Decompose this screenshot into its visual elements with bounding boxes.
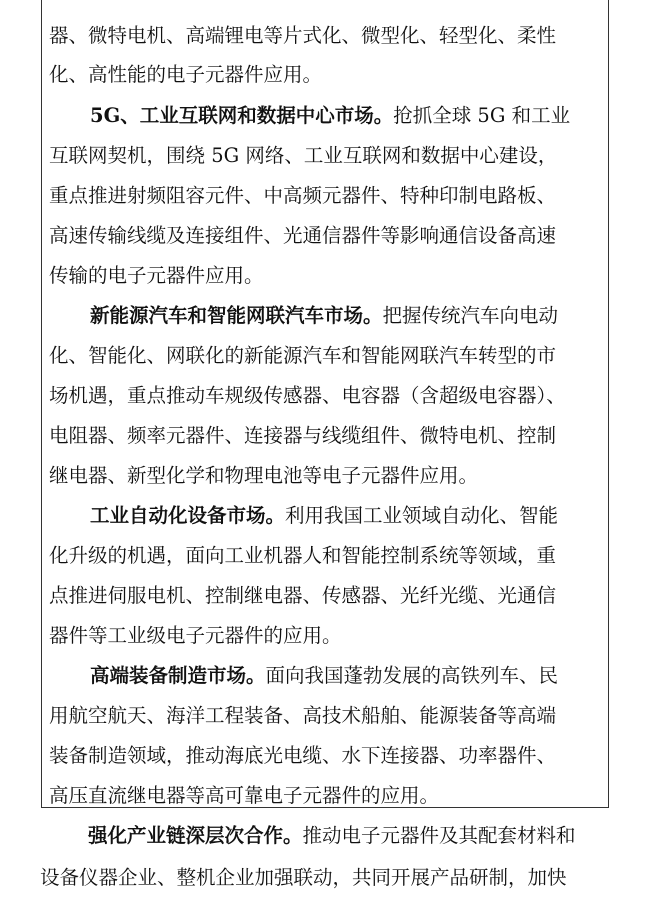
text-run: 把握传统汽车向电动 <box>382 304 559 327</box>
text-run: 化升级的机遇，面向工业机器人和智能控制系统等领域，重 <box>49 544 557 567</box>
text-run: 用航空航天、海洋工程装备、高技术船舶、能源装备等高端 <box>49 704 557 727</box>
text-run: 设备仪器企业、整机企业加强联动，共同开展产品研制，加快 <box>40 866 567 889</box>
section-heading: 5G、工业互联网和数据中心市场。 <box>90 104 394 127</box>
text-run: 高压直流继电器等高可靠电子元器件的应用。 <box>49 784 440 807</box>
text-line <box>0 55 650 95</box>
text-run: 继电器、新型化学和物理电池等电子元器件应用。 <box>49 464 479 487</box>
section-heading-line <box>0 96 650 136</box>
text-run: 化、高性能的电子元器件应用。 <box>49 63 323 86</box>
text-line <box>0 216 650 256</box>
text-line <box>0 16 650 56</box>
text-run: 抢抓全球 5G 和工业 <box>393 104 571 127</box>
section-heading-line <box>0 496 650 536</box>
text-line <box>0 256 650 296</box>
text-run: 传输的电子元器件应用。 <box>49 264 264 287</box>
text-line <box>0 176 650 216</box>
section-heading-line <box>0 656 650 696</box>
section-heading: 新能源汽车和智能网联汽车市场。 <box>90 304 383 327</box>
text-line <box>0 336 650 376</box>
text-line <box>0 536 650 576</box>
text-line <box>0 376 650 416</box>
text-line <box>0 696 650 736</box>
text-run: 场机遇，重点推动车规级传感器、电容器（含超级电容器）、 <box>49 384 566 407</box>
text-line <box>0 416 650 456</box>
text-run: 器、微特电机、高端锂电等片式化、微型化、轻型化、柔性 <box>49 24 557 47</box>
text-run: 器件等工业级电子元器件的应用。 <box>49 624 342 647</box>
section-heading-line <box>0 296 650 336</box>
text-line <box>0 616 650 656</box>
text-line <box>0 576 650 616</box>
text-line <box>0 736 650 776</box>
text-run: 互联网契机，围绕 5G 网络、工业互联网和数据中心建设， <box>49 144 558 167</box>
text-run: 化、智能化、网联化的新能源汽车和智能网联汽车转型的市 <box>49 344 557 367</box>
text-run: 面向我国蓬勃发展的高铁列车、民 <box>265 664 559 687</box>
text-run: 重点推进射频阻容元件、中高频元器件、特种印制电路板、 <box>49 184 557 207</box>
text-run: 装备制造领域，推动海底光电缆、水下连接器、功率器件、 <box>49 744 557 767</box>
section-heading: 工业自动化设备市场。 <box>90 504 286 527</box>
text-line <box>0 858 650 898</box>
text-run: 推动电子元器件及其配套材料和 <box>302 824 576 847</box>
text-line <box>0 136 650 176</box>
section-heading: 高端装备制造市场。 <box>90 664 266 687</box>
text-line <box>0 776 650 816</box>
text-run: 高速传输线缆及连接组件、光通信器件等影响通信设备高速 <box>49 224 557 247</box>
section-heading-line <box>0 816 650 856</box>
text-run: 电阻器、频率元器件、连接器与线缆组件、微特电机、控制 <box>49 424 557 447</box>
text-run: 利用我国工业领域自动化、智能 <box>285 504 559 527</box>
section-heading: 强化产业链深层次合作。 <box>88 824 303 847</box>
text-line <box>0 456 650 496</box>
text-run: 点推进伺服电机、控制继电器、传感器、光纤光缆、光通信 <box>49 584 557 607</box>
